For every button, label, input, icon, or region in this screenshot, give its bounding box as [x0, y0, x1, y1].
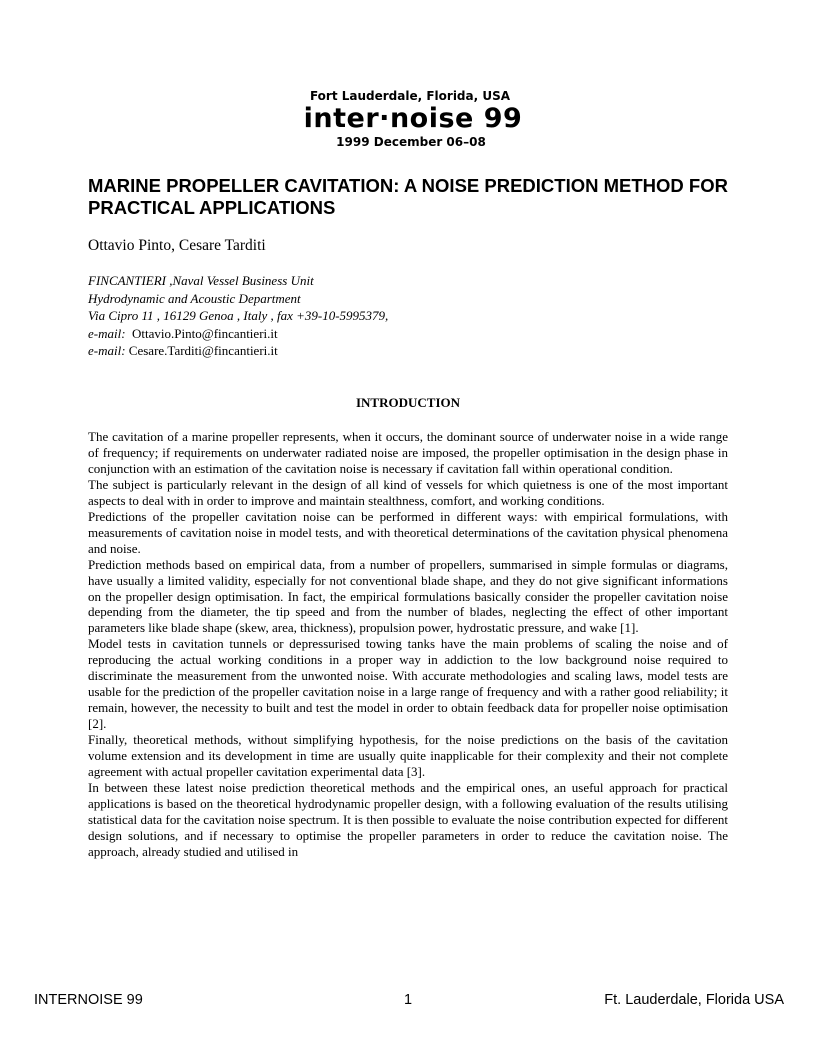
- email-address[interactable]: Cesare.Tarditi@fincantieri.it: [128, 343, 278, 358]
- footer-left: INTERNOISE 99: [34, 992, 143, 1008]
- email-line: [88, 325, 388, 343]
- conference-logo: inter·noise 99: [303, 103, 523, 134]
- conference-location: Fort Lauderdale, Florida, USA: [309, 89, 511, 103]
- authors: Ottavio Pinto, Cesare Tarditi: [88, 237, 266, 254]
- conference-dates: 1999 December 06–08: [336, 135, 486, 149]
- paragraph: Finally, theoretical methods, without simplifying hypothesis, for the noise predictions on the basis of the cavitation volume extension and its development in time are usually quite inapplicable for their complexity and their not complete agreement with actual propeller cavitation experimental data [3].: [88, 732, 728, 780]
- section-heading: [0, 395, 816, 411]
- body-text: [88, 429, 728, 860]
- paragraph: The cavitation of a marine propeller represents, when it occurs, the dominant source of underwater noise in a wide range of frequency; if requirements on underwater radiated noise are imposed, the propeller optimisation in the design phase in conjunction with an estimation of the cavitation noise is necessary if cavitation fall within operational condition.: [88, 429, 728, 476]
- email-label: e-mail:: [88, 325, 126, 341]
- affiliation-line: Hydrodynamic and Acoustic Department: [88, 290, 301, 306]
- email-label: e-mail:: [88, 343, 126, 358]
- paragraph: Predictions of the propeller cavitation noise can be performed in different ways: with empirical formulations, with measurements of cavitation noise in model tests, and with theoretical determinations of the cavitation physical phenomena and noise.: [88, 508, 728, 556]
- paragraph: In between these latest noise prediction theoretical methods and the empirical ones, an useful approach for practical applications is based on the theoretical hydrodynamic propeller design, with a following evaluation of the results utilising statistical data for the cavitation noise spectrum. It is then possible to evaluate the noise contribution expected for different design solutions, and if necessary to optimise the propeller parameters in order to reduce the cavitation noise. The approach, already studied and utilised in: [88, 779, 728, 859]
- paragraph: Prediction methods based on empirical data, from a number of propellers, summarised in simple formulas or diagrams, have usually a limited validity, especially for not conventional blade shape, and they do not give significant informations on the propeller design optimisation. In fact, the empirical formulations basically consider the propeller cavitation noise depending from the diameter, the tip speed and from the number of blades, neglecting the effect of other important parameters like blade shape (skew, area, thickness), propulsion power, hydrostatic pressure, and wake [1].: [88, 556, 728, 636]
- paper-title: MARINE PROPELLER CAVITATION: A NOISE PREDICTION METHOD FOR PRACTICAL APPLICATIONS: [88, 175, 728, 218]
- affiliation-line: FINCANTIERI ,Naval Vessel Business Unit: [88, 273, 314, 288]
- email-line: [88, 342, 388, 360]
- email-address[interactable]: Ottavio.Pinto@fincantieri.it: [132, 325, 278, 341]
- conference-header: [0, 88, 816, 150]
- section-heading-text: INTRODUCTION: [355, 395, 460, 410]
- affiliation-line: Via Cipro 11 , 16129 Genoa , Italy , fax +39-10-5995379,: [88, 308, 389, 323]
- page-number: 1: [404, 992, 413, 1008]
- paragraph: Model tests in cavitation tunnels or depressurised towing tanks have the main problems of scaling the noise and of reproducing the actual working conditions in a proper way in addiction to the low background noise required to discriminate the measurement from the unwonted noise. With accurate methodologies and scaling laws, model tests are usable for the prediction of the propeller cavitation noise in a large range of frequency and with a rather good reliability; it remain, however, the necessity to built and test the model in order to obtain feedback data for propeller noise optimisation [2].: [88, 636, 728, 732]
- paragraph: The subject is particularly relevant in the design of all kind of vessels for which quietness is one of the most important aspects to deal with in order to improve and maintain stealthness, comfort, and working conditions.: [88, 476, 728, 508]
- footer-right: Ft. Lauderdale, Florida USA: [604, 992, 784, 1008]
- affiliation: [88, 272, 388, 360]
